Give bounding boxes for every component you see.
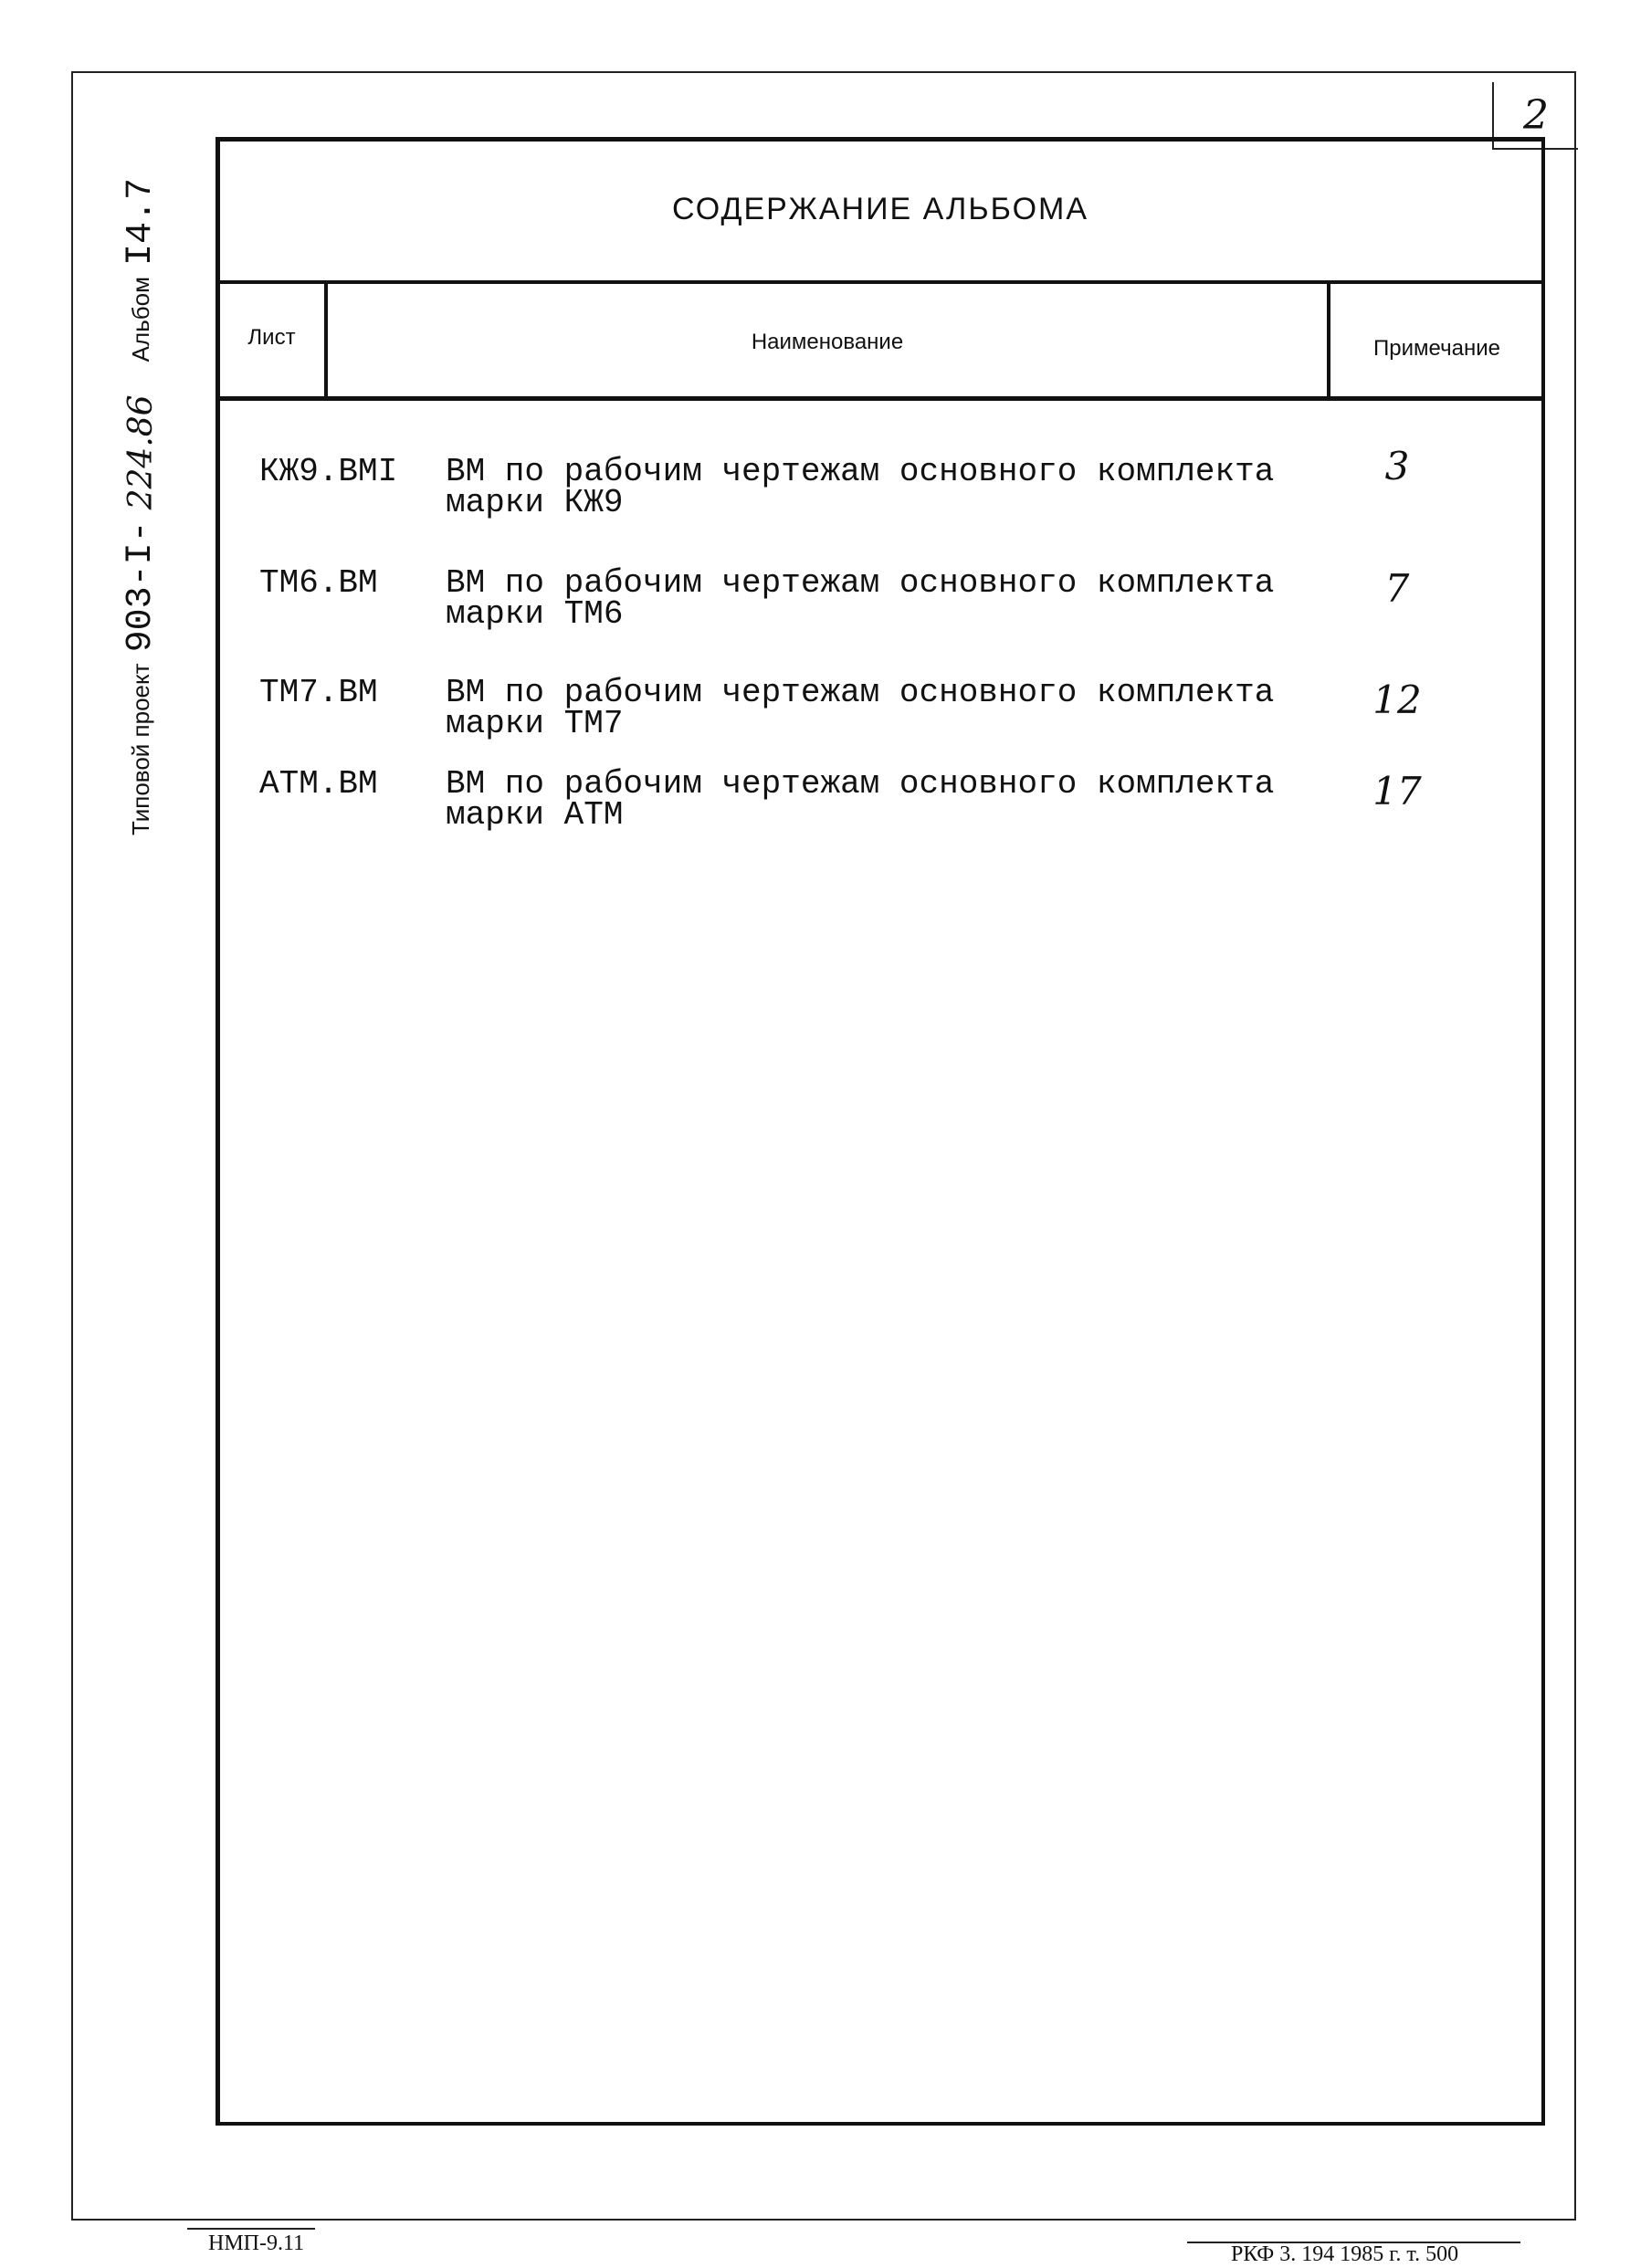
project-number: 903-I- [120, 520, 162, 653]
page-title: СОДЕРЖАНИЕ АЛЬБОМА [671, 191, 1089, 226]
footer-right: РКФ 3. 194 1985 г. т. 500 [1231, 2242, 1459, 2266]
sheet-number: 2 [1492, 82, 1578, 150]
row-name-line2: марки ТМ6 [446, 595, 624, 633]
row-code: АТМ.ВМ [259, 765, 378, 803]
column-header-sheet: Лист [247, 325, 296, 350]
row-name-line2: марки КЖ9 [446, 484, 624, 521]
footer-left: НМП-9.11 [208, 2231, 305, 2255]
album-number: I4.7 [120, 178, 162, 267]
side-stamp [104, 178, 177, 835]
project-label: Типовой проект [126, 663, 154, 835]
header-divider [217, 396, 1543, 401]
row-name-line2: марки ТМ7 [446, 705, 624, 742]
row-note: 3 [1384, 444, 1410, 488]
row-name-line1: ВМ по рабочим чертежам основного комплекта [446, 765, 1275, 803]
row-note: 12 [1372, 677, 1422, 722]
project-number-handwritten: 224.86 [121, 394, 160, 510]
row-name-line1: ВМ по рабочим чертежам основного комплекта [446, 564, 1275, 602]
title-divider [217, 280, 1543, 284]
column-header-name: Наименование [751, 330, 904, 354]
row-code: КЖ9.ВМI [259, 453, 398, 490]
row-note: 7 [1384, 566, 1410, 611]
row-name-line1: ВМ по рабочим чертежам основного комплекта [446, 674, 1275, 711]
footer-left-line [187, 2228, 315, 2230]
row-note: 17 [1372, 769, 1422, 814]
inner-frame [216, 137, 1545, 2126]
album-label: Альбом [126, 277, 154, 362]
row-name-line2: марки АТМ [446, 796, 624, 834]
row-code: ТМ7.ВМ [259, 674, 378, 711]
row-code: ТМ6.ВМ [259, 564, 378, 602]
row-name-line1: ВМ по рабочим чертежам основного комплекта [446, 453, 1275, 490]
column-header-note: Примечание [1373, 336, 1500, 361]
